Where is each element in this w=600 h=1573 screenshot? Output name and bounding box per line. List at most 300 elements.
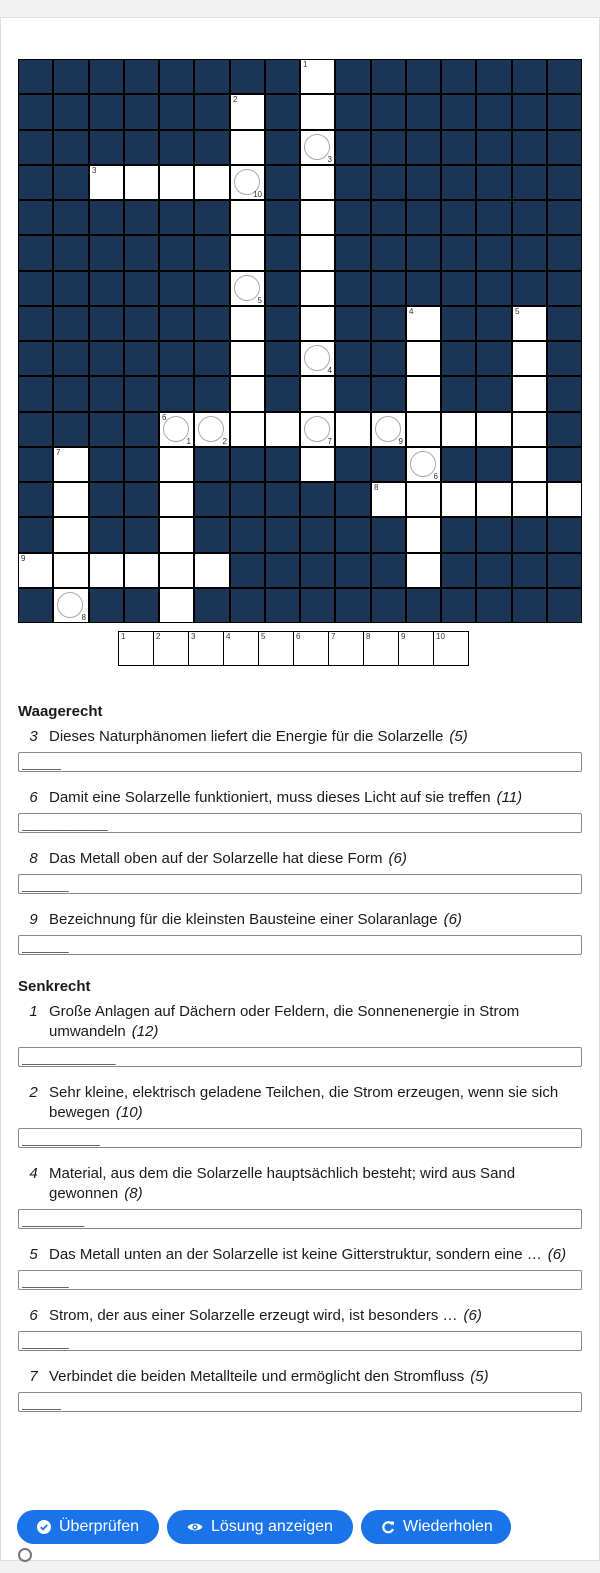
solution-box-number: 4 bbox=[226, 632, 231, 641]
grid-block bbox=[266, 131, 299, 164]
grid-block bbox=[54, 272, 88, 305]
grid-cell[interactable] bbox=[231, 201, 264, 234]
grid-block bbox=[513, 201, 546, 234]
cell-number: 4 bbox=[409, 307, 414, 316]
grid-cell[interactable] bbox=[231, 307, 264, 340]
clue-text-wrap bbox=[49, 1002, 582, 1042]
grid-block bbox=[513, 166, 546, 199]
grid-block bbox=[477, 201, 511, 234]
grid-block bbox=[336, 166, 370, 199]
solution-box[interactable] bbox=[363, 631, 399, 666]
grid-block bbox=[19, 95, 52, 129]
solution-box[interactable] bbox=[188, 631, 224, 666]
grid-block bbox=[407, 201, 440, 234]
grid-cell[interactable] bbox=[231, 131, 264, 164]
grid-block bbox=[336, 236, 370, 270]
grid-cell[interactable] bbox=[301, 95, 334, 129]
grid-block bbox=[477, 272, 511, 305]
solution-box[interactable] bbox=[328, 631, 364, 666]
clue-text-wrap bbox=[49, 910, 582, 930]
grid-cell[interactable] bbox=[407, 483, 440, 516]
answer-input[interactable]: ________ bbox=[18, 1209, 582, 1229]
grid-block bbox=[301, 483, 334, 516]
cell-number: 7 bbox=[56, 448, 61, 457]
answer-input[interactable]: ______ bbox=[18, 874, 582, 894]
clue-number: 2 bbox=[29, 1084, 38, 1101]
show-solution-button[interactable] bbox=[167, 1510, 353, 1544]
grid-block bbox=[125, 201, 158, 234]
grid-cell[interactable] bbox=[407, 518, 440, 552]
grid-block bbox=[336, 201, 370, 234]
answer-input[interactable]: __________ bbox=[18, 1128, 582, 1148]
grid-cell[interactable] bbox=[19, 554, 52, 587]
grid-block bbox=[125, 236, 158, 270]
grid-block bbox=[301, 518, 334, 552]
grid-block bbox=[19, 60, 52, 93]
show-solution-label: Lösung anzeigen bbox=[211, 1518, 333, 1535]
clue-text: Material, aus dem die Solarzelle hauptsächlich besteht; wird aus Sand gewonnen bbox=[49, 1165, 516, 1202]
grid-cell[interactable] bbox=[231, 95, 264, 129]
grid-block bbox=[160, 201, 193, 234]
grid-block bbox=[266, 307, 299, 340]
grid-block bbox=[90, 518, 123, 552]
clue-item bbox=[18, 1245, 582, 1265]
grid-block bbox=[548, 342, 581, 375]
grid-cell[interactable] bbox=[231, 166, 264, 199]
grid-block bbox=[19, 518, 52, 552]
grid-cell[interactable] bbox=[301, 201, 334, 234]
grid-cell[interactable] bbox=[160, 518, 193, 552]
grid-block bbox=[336, 307, 370, 340]
grid-cell[interactable] bbox=[548, 483, 581, 516]
grid-block bbox=[160, 307, 193, 340]
solution-marker bbox=[304, 416, 330, 442]
solution-box-number: 5 bbox=[261, 632, 266, 641]
grid-block bbox=[231, 60, 264, 93]
clue-text-wrap bbox=[49, 727, 582, 747]
grid-block bbox=[372, 342, 405, 375]
clue-number: 8 bbox=[29, 850, 38, 867]
check-circle-icon bbox=[37, 1520, 51, 1534]
clue-length: (6) bbox=[388, 850, 407, 867]
grid-cell[interactable] bbox=[301, 166, 334, 199]
grid-cell[interactable] bbox=[372, 483, 405, 516]
grid-cell[interactable] bbox=[301, 377, 334, 411]
grid-cell[interactable] bbox=[266, 413, 299, 446]
clue-length: (5) bbox=[470, 1368, 489, 1385]
clue-text: Strom, der aus einer Solarzelle erzeugt wird, ist besonders … bbox=[49, 1307, 458, 1324]
info-icon[interactable] bbox=[18, 1548, 32, 1562]
grid-block bbox=[266, 377, 299, 411]
solution-box-number: 2 bbox=[156, 632, 161, 641]
grid-block bbox=[90, 95, 123, 129]
solution-index: 2 bbox=[222, 437, 227, 446]
grid-block bbox=[231, 554, 264, 587]
clue-number: 3 bbox=[29, 728, 38, 745]
grid-block bbox=[19, 166, 52, 199]
across-heading: Waagerecht bbox=[18, 703, 103, 720]
grid-block bbox=[54, 95, 88, 129]
clue-list bbox=[18, 685, 582, 1412]
grid-block bbox=[548, 201, 581, 234]
grid-block bbox=[442, 554, 475, 587]
grid-block bbox=[372, 95, 405, 129]
grid-cell[interactable] bbox=[372, 413, 405, 446]
answer-input[interactable]: ___________ bbox=[18, 813, 582, 833]
answer-input[interactable]: ______ bbox=[18, 1331, 582, 1351]
grid-cell[interactable] bbox=[513, 413, 546, 446]
grid-block bbox=[442, 201, 475, 234]
grid-block bbox=[513, 554, 546, 587]
grid-block bbox=[19, 448, 52, 481]
check-button[interactable] bbox=[17, 1510, 159, 1544]
grid-cell[interactable] bbox=[301, 236, 334, 270]
grid-cell[interactable] bbox=[125, 166, 158, 199]
solution-index: 1 bbox=[186, 437, 191, 446]
grid-block bbox=[266, 342, 299, 375]
solution-box[interactable] bbox=[258, 631, 294, 666]
cell-number: 1 bbox=[303, 60, 308, 69]
grid-block bbox=[336, 448, 370, 481]
grid-block bbox=[19, 201, 52, 234]
clue-length: (6) bbox=[443, 911, 462, 928]
grid-cell[interactable] bbox=[231, 413, 264, 446]
clue-item bbox=[18, 1367, 582, 1387]
grid-block bbox=[195, 131, 229, 164]
grid-block bbox=[442, 60, 475, 93]
grid-block bbox=[231, 448, 264, 481]
grid-block bbox=[548, 236, 581, 270]
grid-cell[interactable] bbox=[336, 413, 370, 446]
grid-cell[interactable] bbox=[407, 554, 440, 587]
grid-block bbox=[195, 448, 229, 481]
grid-block bbox=[336, 377, 370, 411]
solution-box[interactable] bbox=[153, 631, 189, 666]
grid-block bbox=[301, 554, 334, 587]
grid-block bbox=[266, 272, 299, 305]
grid-block bbox=[54, 60, 88, 93]
grid-block bbox=[372, 201, 405, 234]
solution-box-number: 10 bbox=[436, 632, 445, 641]
grid-block bbox=[336, 95, 370, 129]
grid-block bbox=[125, 95, 158, 129]
grid-block bbox=[442, 307, 475, 340]
grid-block bbox=[548, 60, 581, 93]
clue-item bbox=[18, 1002, 582, 1042]
grid-cell[interactable] bbox=[54, 483, 88, 516]
grid-block bbox=[442, 448, 475, 481]
grid-block bbox=[160, 95, 193, 129]
grid-block bbox=[125, 518, 158, 552]
grid-block bbox=[548, 518, 581, 552]
down-clues bbox=[18, 1002, 582, 1412]
answer-input[interactable]: ____________ bbox=[18, 1047, 582, 1067]
grid-block bbox=[195, 342, 229, 375]
grid-block bbox=[90, 272, 123, 305]
grid-block bbox=[54, 342, 88, 375]
grid-cell[interactable] bbox=[513, 448, 546, 481]
grid-cell[interactable] bbox=[231, 377, 264, 411]
grid-block bbox=[160, 236, 193, 270]
cell-number: 2 bbox=[233, 95, 238, 104]
grid-cell[interactable] bbox=[301, 342, 334, 375]
grid-block bbox=[125, 60, 158, 93]
grid-cell[interactable] bbox=[160, 589, 193, 622]
grid-block bbox=[477, 95, 511, 129]
grid-block bbox=[125, 483, 158, 516]
solution-box[interactable] bbox=[433, 631, 469, 666]
cell-number: 6 bbox=[162, 413, 167, 422]
grid-cell[interactable] bbox=[407, 413, 440, 446]
grid-block bbox=[336, 483, 370, 516]
grid-block bbox=[266, 236, 299, 270]
grid-block bbox=[301, 589, 334, 622]
solution-marker bbox=[410, 451, 436, 477]
grid-block bbox=[442, 95, 475, 129]
clue-item bbox=[18, 1164, 582, 1204]
grid-cell[interactable] bbox=[407, 377, 440, 411]
clue-text-wrap bbox=[49, 1367, 582, 1387]
grid-block bbox=[407, 60, 440, 93]
clue-item bbox=[18, 727, 582, 747]
clue-number: 7 bbox=[29, 1368, 38, 1385]
solution-marker bbox=[375, 416, 401, 442]
grid-block bbox=[266, 554, 299, 587]
grid-block bbox=[90, 589, 123, 622]
grid-block bbox=[266, 60, 299, 93]
grid-block bbox=[336, 518, 370, 552]
clue-text: Das Metall oben auf der Solarzelle hat diese Form bbox=[49, 850, 383, 867]
grid-block bbox=[407, 131, 440, 164]
clue-length: (5) bbox=[449, 728, 468, 745]
grid-cell[interactable] bbox=[477, 413, 511, 446]
grid-cell[interactable] bbox=[160, 166, 193, 199]
grid-block bbox=[125, 413, 158, 446]
answer-input[interactable]: _____ bbox=[18, 1392, 582, 1412]
grid-block bbox=[125, 342, 158, 375]
grid-block bbox=[266, 483, 299, 516]
grid-block bbox=[54, 236, 88, 270]
grid-block bbox=[231, 589, 264, 622]
clue-text-wrap bbox=[49, 1083, 582, 1123]
grid-block bbox=[407, 236, 440, 270]
grid-block bbox=[442, 342, 475, 375]
grid-block bbox=[477, 307, 511, 340]
grid-block bbox=[477, 589, 511, 622]
grid-block bbox=[195, 236, 229, 270]
eye-icon bbox=[187, 1521, 203, 1533]
grid-cell[interactable] bbox=[195, 554, 229, 587]
grid-cell[interactable] bbox=[442, 483, 475, 516]
grid-block bbox=[19, 131, 52, 164]
grid-block bbox=[195, 60, 229, 93]
solution-box-number: 6 bbox=[296, 632, 301, 641]
grid-cell[interactable] bbox=[231, 342, 264, 375]
clue-number: 6 bbox=[29, 1307, 38, 1324]
solution-index: 4 bbox=[327, 366, 332, 375]
clue-length: (10) bbox=[115, 1104, 143, 1121]
retry-button[interactable] bbox=[361, 1510, 511, 1544]
solution-marker bbox=[198, 416, 224, 442]
grid-block bbox=[372, 307, 405, 340]
grid-block bbox=[548, 272, 581, 305]
solution-marker bbox=[57, 592, 83, 618]
grid-cell[interactable] bbox=[195, 166, 229, 199]
solution-box[interactable] bbox=[293, 631, 329, 666]
clue-text-wrap bbox=[49, 788, 582, 808]
grid-cell[interactable] bbox=[231, 272, 264, 305]
answer-input[interactable]: ______ bbox=[18, 935, 582, 955]
solution-index: 8 bbox=[81, 613, 86, 622]
grid-block bbox=[19, 483, 52, 516]
grid-cell[interactable] bbox=[301, 307, 334, 340]
grid-block bbox=[125, 307, 158, 340]
cell-number: 3 bbox=[92, 166, 97, 175]
grid-block bbox=[266, 518, 299, 552]
clue-text-wrap bbox=[49, 1245, 582, 1265]
grid-cell[interactable] bbox=[54, 518, 88, 552]
clue-text-wrap bbox=[49, 1164, 582, 1204]
grid-block bbox=[477, 377, 511, 411]
solution-index: 7 bbox=[327, 437, 332, 446]
cell-number: 5 bbox=[515, 307, 520, 316]
grid-block bbox=[442, 272, 475, 305]
grid-block bbox=[19, 307, 52, 340]
grid-cell[interactable] bbox=[513, 483, 546, 516]
clue-length: (11) bbox=[496, 789, 523, 806]
solution-index: 5 bbox=[257, 296, 262, 305]
grid-cell[interactable] bbox=[160, 413, 193, 446]
grid-block bbox=[442, 166, 475, 199]
solution-box[interactable] bbox=[223, 631, 259, 666]
grid-cell[interactable] bbox=[513, 307, 546, 340]
grid-block bbox=[372, 518, 405, 552]
grid-block bbox=[372, 131, 405, 164]
grid-block bbox=[372, 60, 405, 93]
grid-block bbox=[90, 342, 123, 375]
clue-length: (6) bbox=[547, 1246, 567, 1263]
grid-block bbox=[336, 342, 370, 375]
grid-cell[interactable] bbox=[301, 413, 334, 446]
grid-cell[interactable] bbox=[301, 131, 334, 164]
grid-cell[interactable] bbox=[513, 377, 546, 411]
grid-block bbox=[90, 413, 123, 446]
grid-cell[interactable] bbox=[407, 307, 440, 340]
clue-text: Das Metall unten an der Solarzelle ist keine Gitterstruktur, sondern eine … bbox=[49, 1246, 542, 1263]
grid-block bbox=[477, 448, 511, 481]
grid-cell[interactable] bbox=[90, 166, 123, 199]
clue-item bbox=[18, 788, 582, 808]
solution-marker bbox=[304, 134, 330, 160]
grid-cell[interactable] bbox=[442, 413, 475, 446]
clue-text: Sehr kleine, elektrisch geladene Teilchen, die Strom erzeugen, wenn sie sich bewegen bbox=[49, 1084, 559, 1121]
grid-block bbox=[513, 589, 546, 622]
grid-cell[interactable] bbox=[231, 236, 264, 270]
grid-block bbox=[90, 60, 123, 93]
grid-block bbox=[160, 131, 193, 164]
down-heading: Senkrecht bbox=[18, 978, 91, 995]
grid-cell[interactable] bbox=[477, 483, 511, 516]
grid-cell[interactable] bbox=[407, 342, 440, 375]
grid-block bbox=[54, 131, 88, 164]
grid-block bbox=[125, 377, 158, 411]
grid-block bbox=[90, 483, 123, 516]
grid-block bbox=[19, 413, 52, 446]
grid-block bbox=[266, 201, 299, 234]
grid-block bbox=[407, 166, 440, 199]
grid-block bbox=[442, 131, 475, 164]
grid-cell[interactable] bbox=[301, 272, 334, 305]
grid-cell[interactable] bbox=[54, 448, 88, 481]
grid-cell[interactable] bbox=[301, 60, 334, 93]
grid-cell[interactable] bbox=[513, 342, 546, 375]
grid-cell[interactable] bbox=[54, 554, 88, 587]
solution-box[interactable] bbox=[398, 631, 434, 666]
grid-cell[interactable] bbox=[160, 554, 193, 587]
grid-block bbox=[477, 518, 511, 552]
grid-block bbox=[513, 236, 546, 270]
clue-text: Verbindet die beiden Metallteile und ermöglicht den Stromfluss bbox=[49, 1368, 465, 1385]
solution-marker bbox=[304, 345, 330, 371]
clue-number: 9 bbox=[29, 911, 38, 928]
grid-block bbox=[442, 236, 475, 270]
grid-cell[interactable] bbox=[54, 589, 88, 622]
solution-box-number: 8 bbox=[366, 632, 371, 641]
grid-block bbox=[372, 236, 405, 270]
answer-input[interactable]: ______ bbox=[18, 1270, 582, 1290]
grid-block bbox=[19, 589, 52, 622]
clue-text-wrap bbox=[49, 849, 582, 869]
grid-block bbox=[90, 131, 123, 164]
grid-block bbox=[195, 95, 229, 129]
grid-block bbox=[266, 95, 299, 129]
grid-block bbox=[336, 131, 370, 164]
grid-block bbox=[160, 342, 193, 375]
grid-block bbox=[195, 377, 229, 411]
grid-cell[interactable] bbox=[407, 448, 440, 481]
grid-block bbox=[513, 272, 546, 305]
grid-block bbox=[231, 483, 264, 516]
grid-block bbox=[90, 201, 123, 234]
grid-block bbox=[195, 272, 229, 305]
grid-block bbox=[372, 272, 405, 305]
grid-cell[interactable] bbox=[160, 448, 193, 481]
grid-cell[interactable] bbox=[195, 413, 229, 446]
grid-block bbox=[442, 518, 475, 552]
grid-block bbox=[160, 60, 193, 93]
grid-block bbox=[548, 413, 581, 446]
solution-box-number: 1 bbox=[121, 632, 126, 641]
grid-block bbox=[407, 272, 440, 305]
grid-block bbox=[477, 60, 511, 93]
clue-text: Große Anlagen auf Dächern oder Feldern, die Sonnenenergie in Strom umwandeln bbox=[49, 1003, 520, 1040]
solution-box[interactable] bbox=[118, 631, 154, 666]
grid-cell[interactable] bbox=[160, 483, 193, 516]
grid-block bbox=[266, 589, 299, 622]
grid-block bbox=[477, 236, 511, 270]
grid-cell[interactable] bbox=[90, 554, 123, 587]
grid-block bbox=[548, 448, 581, 481]
grid-cell[interactable] bbox=[301, 448, 334, 481]
clue-text-wrap bbox=[49, 1306, 582, 1326]
grid-block bbox=[90, 236, 123, 270]
grid-block bbox=[548, 95, 581, 129]
answer-input[interactable]: _____ bbox=[18, 752, 582, 772]
grid-block bbox=[90, 307, 123, 340]
grid-cell[interactable] bbox=[125, 554, 158, 587]
grid-block bbox=[442, 377, 475, 411]
clue-item bbox=[18, 1083, 582, 1123]
